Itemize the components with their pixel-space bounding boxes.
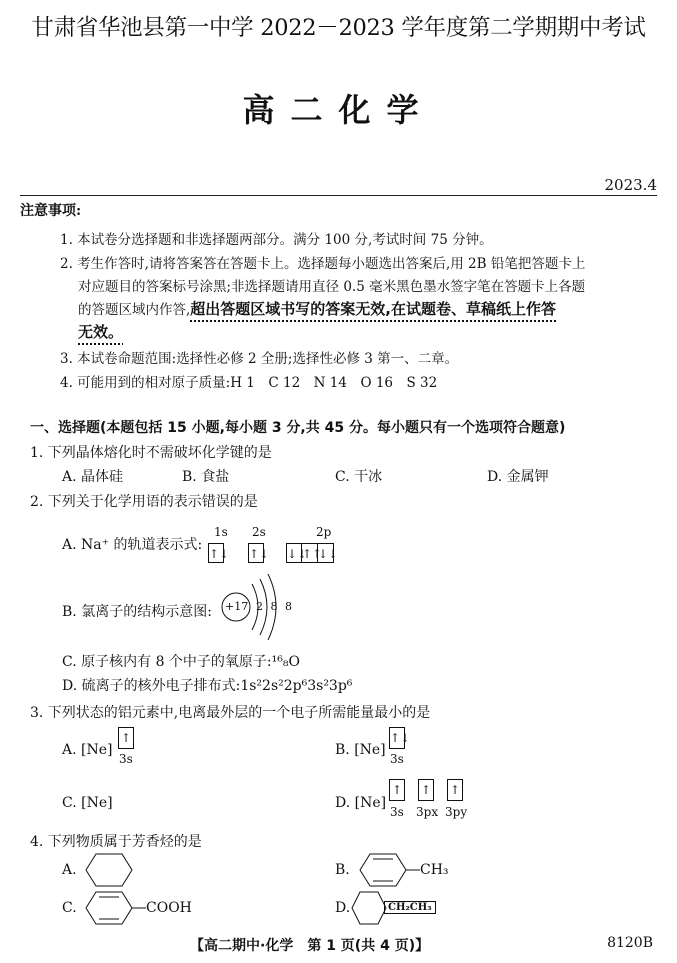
q4-option-b: B. <box>335 862 350 878</box>
hexagon-ring <box>86 854 132 886</box>
exam-code: 8120B <box>607 935 653 951</box>
q2-option-a: A. Na⁺ 的轨道表示式: <box>62 537 203 553</box>
subject-title: 高二化学 <box>242 91 435 129</box>
q2-option-c: C. 原子核内有 8 个中子的氧原子:¹⁶₈O <box>62 654 300 670</box>
note-2-emphasis-end: 无效。 <box>78 323 124 341</box>
note-4: 4. 可能用到的相对原子质量:H 1 C 12 N 14 O 16 S 32 <box>60 375 438 391</box>
q2-option-b: B. 氯离子的结构示意图: <box>62 604 212 620</box>
q3-a-label-3s: 3s <box>119 752 133 766</box>
nucleus-charge: +17 <box>225 600 249 613</box>
q4-stem: 4. 下列物质属于芳香烃的是 <box>30 834 202 850</box>
up-arrow-icon: ↑ <box>447 779 463 801</box>
up-down-arrows-icon: ↓↓ <box>286 543 302 563</box>
q2-stem: 2. 下列关于化学用语的表示错误的是 <box>30 494 258 510</box>
benzoic-acid-structure <box>84 890 148 926</box>
q3-option-b: B. [Ne] <box>335 742 386 758</box>
q4-b-group: CH₃ <box>420 862 449 878</box>
q3-option-a: A. [Ne] <box>62 742 113 758</box>
up-arrow-icon: ↑ <box>389 779 405 801</box>
note-2c-text: 的答题区域内作答, <box>78 302 191 318</box>
up-arrow-icon: ↑ <box>418 779 434 801</box>
q4-d-group: CH₂CH₃ <box>384 901 436 914</box>
q4-option-c: C. <box>62 900 77 916</box>
q4-option-a: A. <box>62 862 77 878</box>
q3-option-c: C. [Ne] <box>62 795 113 811</box>
note-3: 3. 本试卷命题范围:选择性必修 2 全册;选择性必修 3 第一、二章。 <box>60 351 459 367</box>
q4-option-d: D. <box>335 900 351 916</box>
orbital-box-2p <box>286 543 339 563</box>
orbital-box-2s <box>248 543 270 563</box>
orbital-label-2p: 2p <box>316 525 332 539</box>
q3-d-label-3s: 3s <box>390 805 404 819</box>
q3-b-label-3s: 3s <box>390 752 404 766</box>
q3-stem: 3. 下列状态的铝元素中,电离最外层的一个电子所需能量最小的是 <box>30 705 431 721</box>
note-2a: 2. 考生作答时,请将答案答在答题卡上。选择题每小题选出答案后,用 2B 铅笔把答题卡上 <box>60 256 586 272</box>
orbital-label-1s: 1s <box>214 525 228 539</box>
toluene-structure <box>358 852 422 888</box>
hexagon-ring <box>352 892 386 924</box>
q3-d-label-3py: 3py <box>445 805 468 819</box>
q1-stem: 1. 下列晶体熔化时不需破坏化学键的是 <box>30 445 272 461</box>
note-1: 1. 本试卷分选择题和非选择题两部分。满分 100 分,考试时间 75 分钟。 <box>60 232 493 248</box>
section-title: 一、选择题(本题包括 15 小题,每小题 3 分,共 45 分。每小题只有一个选项符合题意) <box>30 420 566 436</box>
shell-electrons: 2 8 8 <box>256 600 294 613</box>
q4-c-group: COOH <box>146 900 192 916</box>
q1-option-a: A. 晶体硅 <box>62 469 124 485</box>
note-2c <box>78 298 556 319</box>
q1-option-c: C. 干冰 <box>335 469 383 485</box>
note-2b: 对应题目的答案标号涂黑;非选择题请用直径 0.5 毫米黑色墨水签字笔在答题卡上各题 <box>78 279 586 295</box>
q3-option-d: D. [Ne] <box>335 795 387 811</box>
exam-date: 2023.4 <box>604 176 657 194</box>
exam-title: 甘肃省华池县第一中学 2022－2023 学年度第二学期期中考试 <box>31 15 646 41</box>
up-down-arrows-icon: ↑↓ <box>208 543 224 563</box>
note-2-emphasis: 超出答题区域书写的答案无效,在试题卷、草稿纸上作答 <box>190 300 556 318</box>
notes-title: 注意事项: <box>20 203 82 219</box>
up-down-arrows-icon: ↑↑ <box>302 543 318 563</box>
q1-option-b: B. 食盐 <box>182 469 230 485</box>
q2-option-d: D. 硫离子的核外电子排布式:1s²2s²2p⁶3s²3p⁶ <box>62 678 353 694</box>
orbital-label-2s: 2s <box>252 525 266 539</box>
up-arrow-icon: ↑ <box>118 727 134 749</box>
page-footer: 【高二期中·化学 第 1 页(共 4 页)】 <box>190 938 430 954</box>
cyclohexane-structure <box>84 852 134 888</box>
up-down-arrows-icon: ↑↓ <box>248 543 264 563</box>
q3-d-label-3px: 3px <box>416 805 439 819</box>
header-rule <box>20 195 657 196</box>
orbital-box-1s <box>208 543 230 563</box>
up-down-arrows-icon: ↓↓ <box>318 543 334 563</box>
up-down-arrows-icon: ↑↓ <box>389 727 405 749</box>
q1-option-d: D. 金属钾 <box>487 469 549 485</box>
